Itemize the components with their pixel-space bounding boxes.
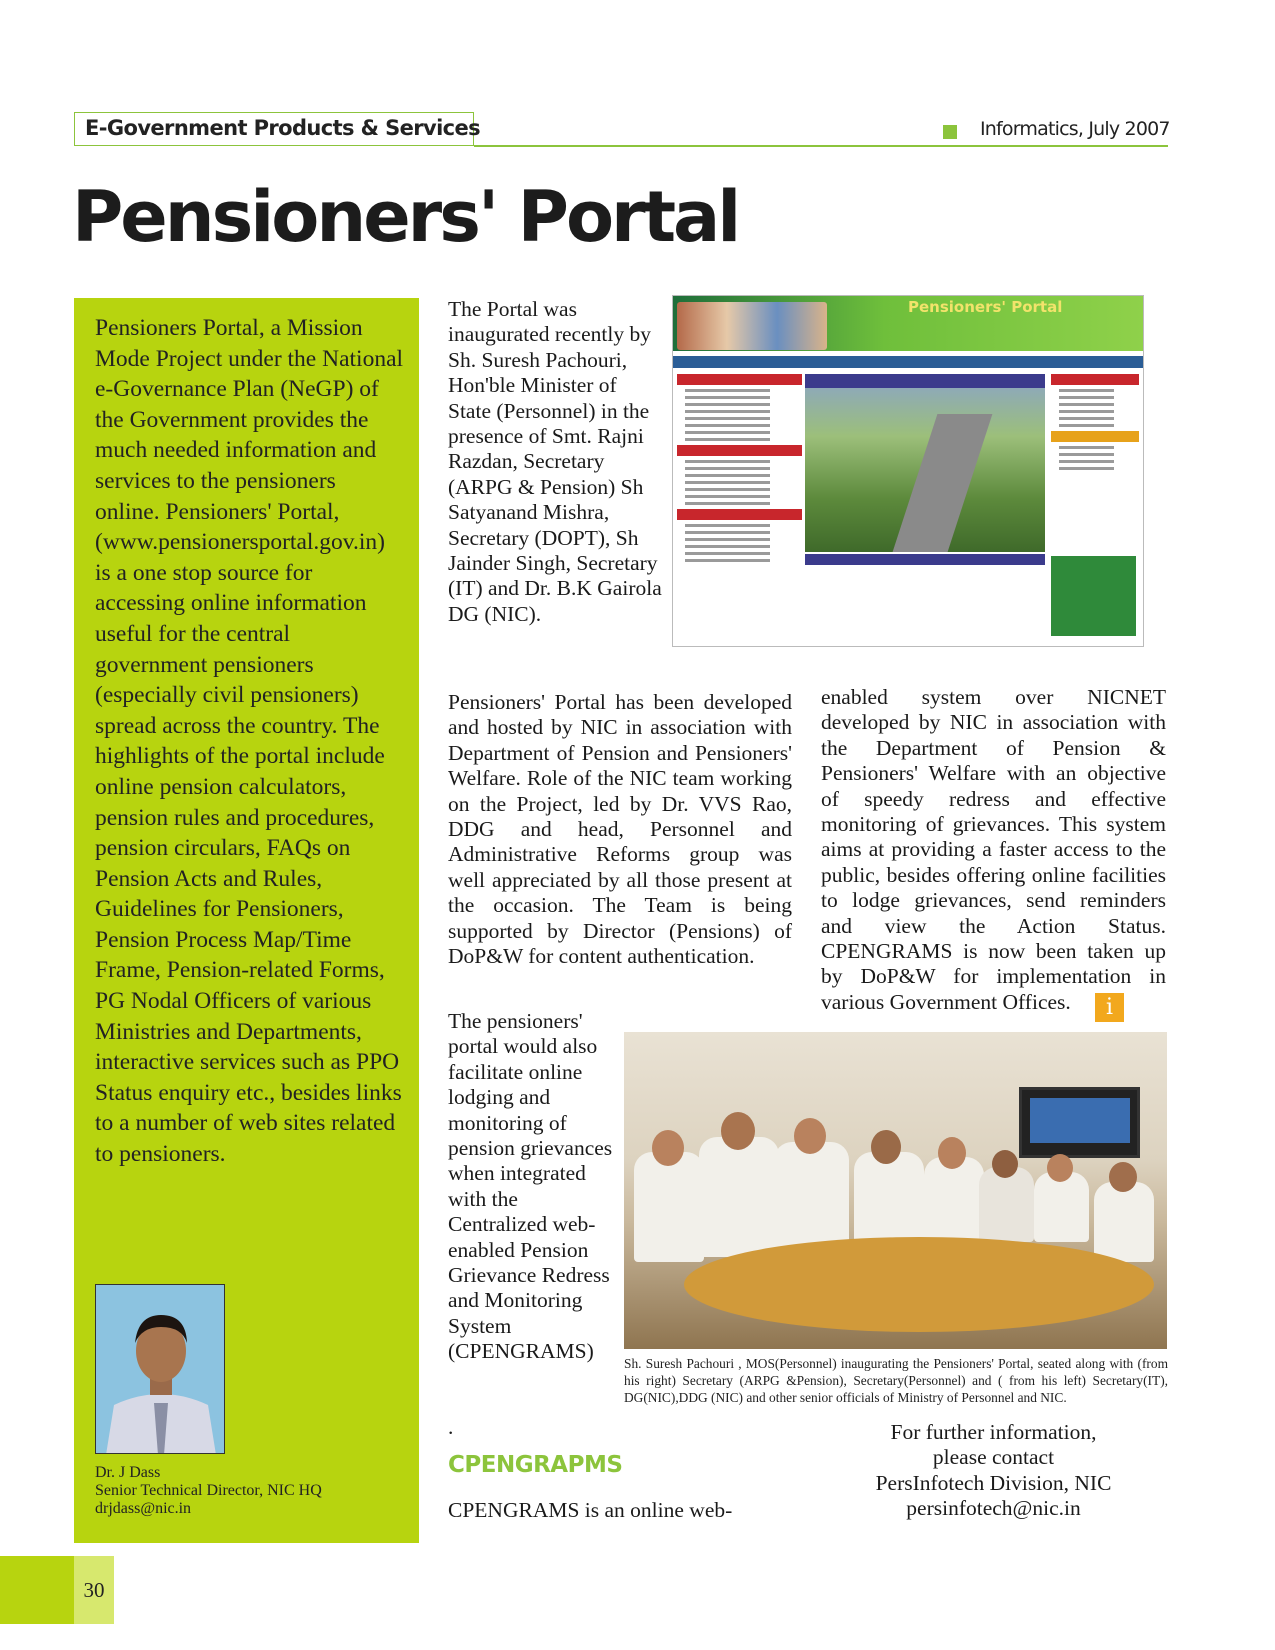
subhead-cpengrapms: CPENGRAPMS bbox=[448, 1452, 623, 1478]
sidebar-text: Pensioners Portal, a Mission Mode Project under the National e-Governance Plan (NeGP) of the Government provides the much needed information and services to the pensioners online. Pensioners' Portal, (www.pensionersportal.gov.in) is a one stop source for accessing online information useful for the central government pensioners (especially civil pensioners) spread across the country. The highlights of the portal include online pension calculators, pension rules and procedures, pension circulars, FAQs on Pension Acts and Rules, Guidelines for Pensioners, Pension Process Map/Time Frame, Pension-related Forms, PG Nodal Officers of various Ministries and Departments, interactive services such as PPO Status enquiry etc., besides links to a number of web sites related to pensioners. bbox=[95, 315, 404, 1168]
meeting-photo bbox=[624, 1032, 1167, 1349]
header-rule bbox=[474, 145, 1168, 147]
author-email[interactable]: drjdass@nic.in bbox=[95, 1500, 192, 1517]
para-developed: Pensioners' Portal has been developed and hosted by NIC in association with Department of Pension and Pensioners' Welfare. Role of the NIC team working on the Project, led by Dr. VVS Rao, DDG and head, Personnel and Administrative Reforms group was well appreciated by all those present at the occasion. The Team is being supported by Director (Pensions) of DoP&W for content authentication. bbox=[448, 690, 792, 969]
portal-screenshot bbox=[672, 295, 1144, 647]
portal-left-menu bbox=[677, 374, 802, 636]
portal-logo: Pensioners' Portal bbox=[908, 298, 1063, 316]
photo-caption: Sh. Suresh Pachouri , MOS(Personnel) inaugurating the Pensioners' Portal, seated along with (from his right) Secretary (ARPG &Pension), Secretary(Personnel) and ( from his left) Secretary(IT), DG(NIC),DDG (NIC) and other senior officials of Ministry of Personnel and NIC. bbox=[624, 1356, 1168, 1405]
portal-road-map-header bbox=[805, 374, 1045, 388]
para-inauguration: The Portal was inaugurated recently by Sh. Suresh Pachouri, Hon'ble Minister of State (Personnel) in the presence of Smt. Rajni Razdan, Secretary (ARPG & Pension) Sh Satyanand Mishra, Secretary (DOPT), Sh Jainder Singh, Secretary (IT) and Dr. B.K Gairola DG (NIC). bbox=[448, 297, 662, 626]
portal-about-header bbox=[805, 554, 1045, 565]
author-photo bbox=[95, 1284, 225, 1454]
meeting-screen bbox=[1019, 1087, 1140, 1158]
contact-line-3: PersInfotech Division, NIC bbox=[875, 1470, 1112, 1495]
meeting-table bbox=[684, 1237, 1154, 1332]
author-name: Dr. J Dass bbox=[95, 1464, 161, 1481]
portal-banner-photo bbox=[677, 302, 827, 350]
portal-road-map bbox=[805, 374, 1045, 552]
contact-line-2: please contact bbox=[932, 1445, 1055, 1470]
author-portrait-icon bbox=[96, 1285, 225, 1454]
article-title: Pensioners' Portal bbox=[72, 176, 739, 258]
page-number: 30 bbox=[74, 1556, 114, 1624]
info-icon: i bbox=[1095, 993, 1124, 1022]
issue-square-icon bbox=[943, 125, 957, 139]
contact-email[interactable]: persinfotech@nic.in bbox=[906, 1496, 1081, 1521]
portal-navbar bbox=[673, 356, 1143, 368]
author-title: Senior Technical Director, NIC HQ bbox=[95, 1482, 322, 1499]
para-facilitate: The pensioners' portal would also facilitate online lodging and monitoring of pension grievances when integrated with the Centralized web-enabled Pension Grievance Redress and Monitoring System (CPENGRAMS) bbox=[448, 1009, 613, 1364]
contact-info bbox=[821, 1420, 1166, 1522]
para-period: . bbox=[448, 1415, 454, 1439]
issue-label: Informatics, July 2007 bbox=[980, 118, 1170, 140]
contact-line-1: For further information, bbox=[890, 1420, 1097, 1444]
portal-pension-calculator bbox=[1051, 556, 1136, 636]
para-cpengrams-continued: enabled system over NICNET developed by NIC in association with the Department of Pension & Pensioners' Welfare with an objective of speedy redress and effective monitoring of grievances. This system aims at providing a faster access to the public, besides offering online facilities to lodge grievances, send reminders and view the Action Status. CPENGRAMS is now been taken up by DoP&W for implementation in various Government Offices. bbox=[821, 685, 1166, 1014]
para-cpengrams-start: CPENGRAMS is an online web- bbox=[448, 1498, 733, 1522]
section-tag: E-Government Products & Services bbox=[74, 112, 474, 146]
portal-banner bbox=[673, 296, 1143, 351]
